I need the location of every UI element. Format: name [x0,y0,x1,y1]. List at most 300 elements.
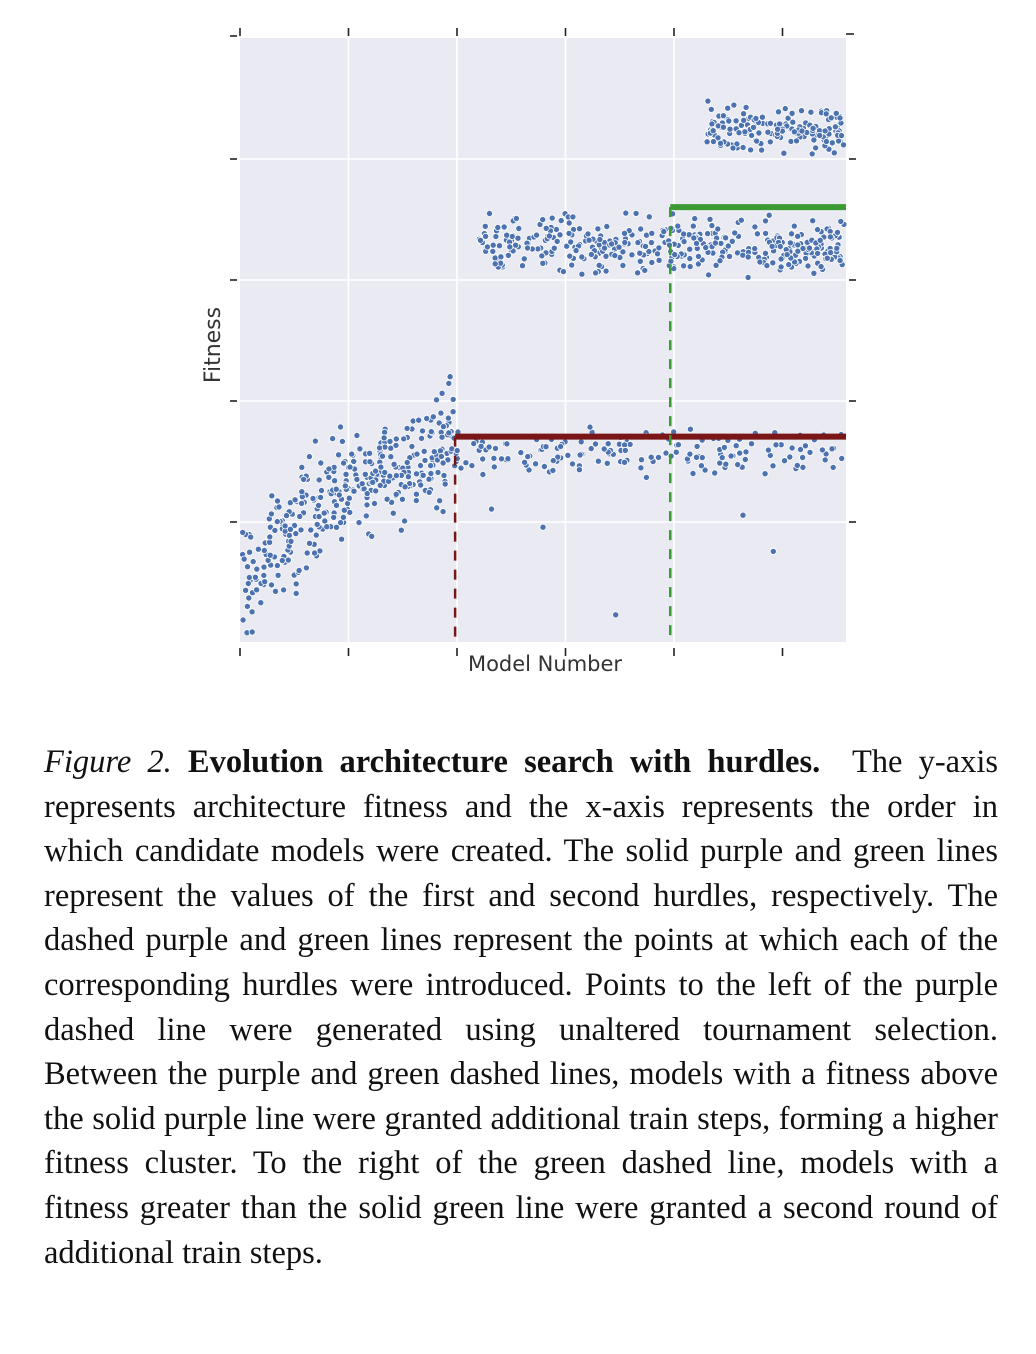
data-point [330,436,336,442]
data-point [811,137,817,143]
data-point [712,470,718,476]
data-point [763,230,769,236]
data-point [261,572,267,578]
data-point [437,498,443,504]
data-point [741,111,747,117]
data-point [707,216,713,222]
data-point [827,234,833,240]
data-point [326,474,332,480]
data-point [609,241,615,247]
data-point [577,452,583,458]
data-point [742,456,748,462]
data-point [492,255,498,261]
data-point [490,242,496,248]
data-point [258,600,264,606]
data-point [484,244,490,250]
data-point [477,237,483,243]
data-point [296,567,302,573]
data-point [450,396,456,402]
data-point [371,500,377,506]
data-point [752,246,758,252]
data-point [438,453,444,459]
data-point [790,119,796,125]
data-point [379,453,385,459]
data-point [838,218,844,224]
data-point [336,452,342,458]
data-point [693,454,699,460]
data-point [567,253,573,259]
data-point [267,552,273,558]
data-point [351,488,357,494]
data-point [767,120,773,126]
data-point [654,251,660,257]
data-point [795,233,801,239]
data-point [648,240,654,246]
data-point [356,520,362,526]
data-point [829,140,835,146]
data-point [823,138,829,144]
data-point [770,548,776,554]
data-point [298,527,304,533]
data-point [708,106,714,112]
data-point [588,251,594,257]
data-point [435,469,441,475]
data-point [762,250,768,256]
data-point [635,270,641,276]
data-point [402,484,408,490]
data-point [316,514,322,520]
data-point [687,246,693,252]
data-point [431,449,437,455]
data-point [543,444,549,450]
data-point [831,150,837,156]
data-point [281,587,287,593]
data-point [243,587,249,593]
data-point [434,505,440,511]
data-point [359,481,365,487]
data-point [754,231,760,237]
data-point [787,454,793,460]
data-point [649,230,655,236]
data-point [240,529,246,535]
data-point [620,262,626,268]
data-point [342,483,348,489]
data-point [798,108,804,114]
data-point [318,460,324,466]
data-point [595,458,601,464]
data-point [717,258,723,264]
data-point [498,254,504,260]
data-point [402,518,408,524]
data-point [272,527,278,533]
data-point [390,510,396,516]
data-point [249,609,255,615]
data-point [433,397,439,403]
data-point [601,245,607,251]
data-point [748,441,754,447]
data-point [818,264,824,270]
data-point [569,262,575,268]
data-point [601,446,607,452]
data-point [773,442,779,448]
data-point [372,468,378,474]
data-point [723,461,729,467]
data-point [306,454,312,460]
data-point [357,446,363,452]
data-point [705,98,711,104]
data-point [568,239,574,245]
data-point [428,429,434,435]
data-point [318,494,324,500]
data-point [570,214,576,220]
data-point [341,460,347,466]
data-point [839,455,845,461]
data-point [332,478,338,484]
data-point [649,259,655,265]
data-point [703,245,709,251]
data-point [299,489,305,495]
data-point [687,426,693,432]
data-point [690,223,696,229]
data-point [316,477,322,483]
data-point [814,227,820,233]
data-point [596,262,602,268]
data-point [393,442,399,448]
data-point [558,443,564,449]
data-point [414,451,420,457]
data-point [721,444,727,450]
data-point [303,565,309,571]
data-point [254,566,260,572]
data-point [424,415,430,421]
data-point [501,224,507,230]
data-point [817,132,823,138]
data-point [340,514,346,520]
data-point [803,255,809,261]
data-point [756,130,762,136]
data-point [800,454,806,460]
data-point [749,132,755,138]
data-point [539,253,545,259]
data-point [351,458,357,464]
data-point [775,109,781,115]
data-point [587,424,593,430]
data-point [426,476,432,482]
data-point [440,460,446,466]
data-point [541,463,547,469]
data-point [595,226,601,232]
data-point [269,493,275,499]
data-point [430,414,436,420]
data-point [486,210,492,216]
data-point [285,557,291,563]
data-point [488,506,494,512]
data-point [765,129,771,135]
data-point [565,452,571,458]
data-point [540,524,546,530]
data-point [478,443,484,449]
data-point [710,139,716,145]
data-point [554,238,560,244]
data-point [333,486,339,492]
data-point [505,456,511,462]
data-point [629,252,635,258]
data-point [712,240,718,246]
figure-label: Figure 2. [44,744,172,780]
data-point [428,463,434,469]
data-point [339,536,345,542]
data-point [672,252,678,258]
data-point [363,513,369,519]
data-point [413,498,419,504]
data-point [367,459,373,465]
data-point [376,445,382,451]
data-point [516,225,522,231]
data-point [723,235,729,241]
data-point [786,262,792,268]
data-point [687,451,693,457]
data-point [515,235,521,241]
data-point [416,417,422,423]
data-point [642,267,648,273]
data-point [633,210,639,216]
data-point [550,458,556,464]
data-point [513,215,519,221]
data-point [341,507,347,513]
data-point [498,456,504,462]
data-point [819,447,825,453]
data-point [770,463,776,469]
data-point [447,374,453,380]
data-point [354,432,360,438]
data-point [690,470,696,476]
data-point [439,390,445,396]
data-point [244,603,250,609]
data-point [268,582,274,588]
data-point [525,454,531,460]
data-point [558,218,564,224]
data-point [393,436,399,442]
data-point [789,110,795,116]
data-point [454,448,460,454]
data-point [297,513,303,519]
data-point [347,464,353,470]
data-point [715,226,721,232]
data-point [616,244,622,250]
data-point [441,472,447,478]
data-point [521,256,527,262]
data-point [727,126,733,132]
data-point [557,232,563,238]
data-point [322,518,328,524]
data-point [838,133,844,139]
data-point [315,502,321,508]
data-point [597,236,603,242]
data-point [442,481,448,487]
data-point [810,125,816,131]
data-point [496,243,502,249]
data-point [505,252,511,258]
data-point [668,258,674,264]
data-point [391,461,397,467]
data-point [705,231,711,237]
data-point [247,549,253,555]
data-point [822,457,828,463]
data-point [246,574,252,580]
data-point [765,447,771,453]
data-point [778,256,784,262]
data-point [491,455,497,461]
data-point [693,240,699,246]
data-point [605,441,611,447]
data-point [710,128,716,134]
data-point [299,500,305,506]
data-point [401,436,407,442]
data-point [349,451,355,457]
data-point [603,253,609,259]
data-point [637,250,643,256]
data-point [387,438,393,444]
data-point [486,444,492,450]
data-point [313,532,319,538]
data-point [393,491,399,497]
data-point [725,243,731,249]
data-point [809,151,815,157]
data-point [362,471,368,477]
data-point [450,409,456,415]
data-point [725,105,731,111]
data-point [333,502,339,508]
data-point [421,448,427,454]
data-point [471,441,477,447]
data-point [420,472,426,478]
data-point [738,217,744,223]
data-point [828,250,834,256]
data-point [276,504,282,510]
data-point [367,450,373,456]
data-point [346,495,352,501]
data-point [837,257,843,263]
data-point [781,150,787,156]
data-point [604,460,610,466]
data-point [777,243,783,249]
data-point [439,434,445,440]
data-point [513,242,519,248]
data-point [791,223,797,229]
data-point [378,464,384,470]
data-point [267,534,273,540]
data-point [283,513,289,519]
data-point [832,124,838,130]
data-point [491,464,497,470]
data-point [717,140,723,146]
data-point [622,447,628,453]
data-point [740,512,746,518]
data-point [613,612,619,618]
data-point [573,248,579,254]
data-point [248,534,254,540]
data-point [343,471,349,477]
data-point [743,104,749,110]
data-point [551,245,557,251]
data-point [522,459,528,465]
data-point [778,264,784,270]
data-point [642,243,648,249]
data-point [569,461,575,467]
data-point [576,467,582,473]
data-point [495,224,501,230]
data-point [586,237,592,243]
data-point [687,264,693,270]
data-point [304,550,310,556]
data-point [533,461,539,467]
data-point [695,253,701,259]
data-point [797,446,803,452]
data-point [480,471,486,477]
data-point [726,118,732,124]
data-point [364,502,370,508]
data-point [308,527,314,533]
data-point [326,466,332,472]
data-point [750,124,756,130]
data-point [808,109,814,115]
data-point [834,229,840,235]
data-point [255,546,261,552]
data-point [834,245,840,251]
data-point [492,261,498,267]
data-point [492,445,498,451]
data-point [698,463,704,469]
data-point [384,496,390,502]
data-point [254,587,260,593]
data-point [709,121,715,127]
data-point [787,240,793,246]
data-point [261,547,267,553]
data-point [824,255,830,261]
data-point [759,147,765,153]
data-point [409,443,415,449]
data-point [623,210,629,216]
data-point [817,237,823,243]
data-point [337,424,343,430]
figure-caption [44,740,998,1275]
data-point [578,439,584,445]
data-point [404,425,410,431]
data-point [413,471,419,477]
data-point [518,450,524,456]
data-point [463,460,469,466]
data-point [504,441,510,447]
data-point [807,449,813,455]
data-point [681,239,687,245]
data-point [759,114,765,120]
data-point [743,449,749,455]
data-point [388,454,394,460]
data-point [795,242,801,248]
data-point [482,223,488,229]
data-point [638,465,644,471]
data-point [622,239,628,245]
data-point [681,263,687,269]
data-point [675,442,681,448]
data-point [604,223,610,229]
data-point [829,446,835,452]
data-point [769,243,775,249]
data-point [579,271,585,277]
data-point [745,274,751,280]
data-point [733,443,739,449]
data-point [417,463,423,469]
